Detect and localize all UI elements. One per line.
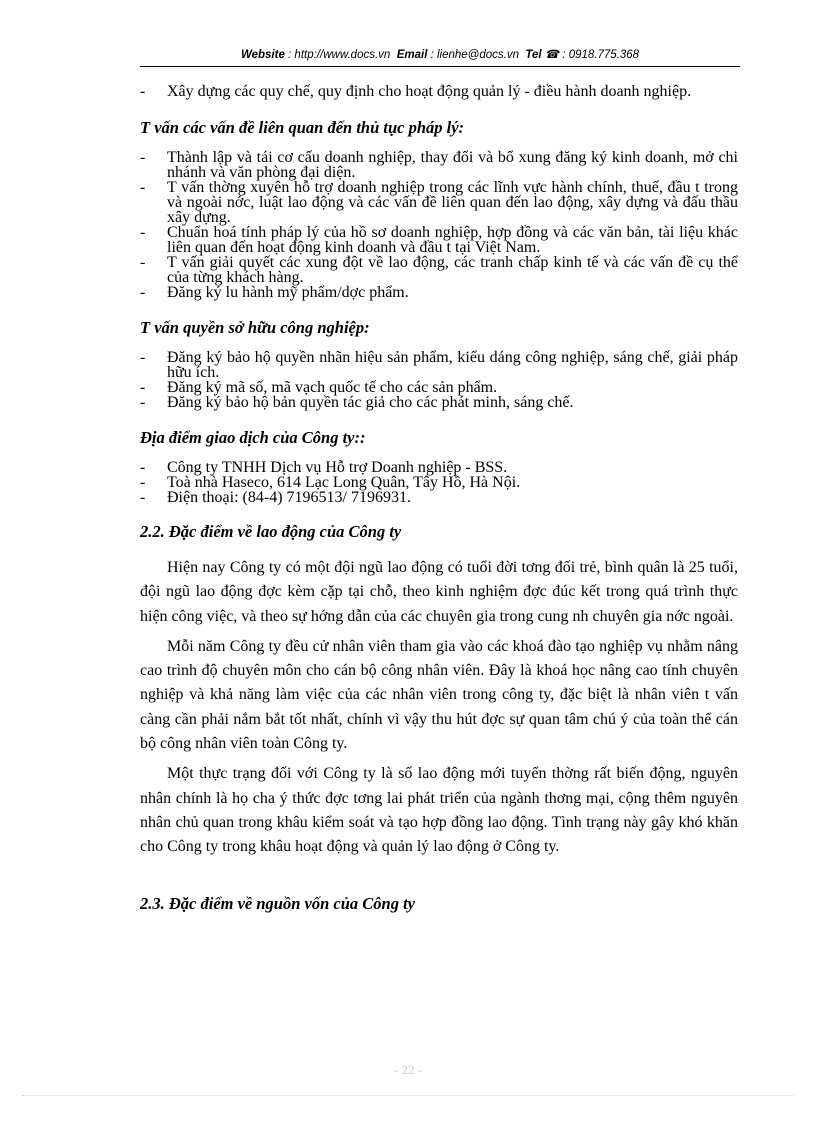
section-23-heading: 2.3. Đặc điểm về nguồn vốn của Công ty bbox=[140, 893, 415, 913]
location-heading: Địa điểm giao dịch của Công ty:: bbox=[140, 428, 366, 447]
page-header bbox=[140, 47, 740, 65]
header-divider bbox=[140, 66, 740, 67]
list-item: - Điện thoại: (84-4) 7196513/ 7196931. bbox=[140, 490, 738, 505]
list-item: - Đăng ký bảo hộ quyền nhãn hiệu sản phẩm, kiểu dáng công nghiệp, sáng chế, giải pháp hữu ích. bbox=[140, 350, 738, 380]
list-item: - Xây dựng các quy chế, quy định cho hoạt động quản lý - điều hành doanh nghiệp. bbox=[140, 84, 738, 99]
list-item: - Chuẩn hoá tính pháp lý của hồ sơ doanh nghiệp, hợp đồng và các văn bản, tài liệu khác liên quan đến hoạt động kinh doanh và đầu t tại Việt Nam. bbox=[140, 225, 738, 255]
footer-divider bbox=[22, 1095, 794, 1096]
website-url: : http://www.docs.vn bbox=[288, 49, 391, 61]
page-number: - 22 - bbox=[393, 1062, 423, 1077]
section-22-paragraph-3: Một thực trạng đối với Công ty là số lao động mới tuyển thờng rất biến động, nguyên nhân chính là họ cha ý thức đợc tơng lai phát triển của ngành thơng mại, cộng thêm nguyên nhân chủ quan trong khâu kiểm soát và tạo hợp đồng lao động. Tình trạng này gây khó khăn cho Công ty trong khâu hoạt động và quản lý lao động ở Công ty. bbox=[140, 765, 738, 856]
ip-list bbox=[140, 350, 738, 410]
list-item: - Công ty TNHH Dịch vụ Hỗ trợ Doanh nghiệp - BSS. bbox=[140, 460, 738, 475]
website-label: Website bbox=[240, 49, 285, 61]
section-22-heading: 2.2. Đặc điểm về lao động của Công ty bbox=[140, 522, 402, 541]
email-address: : lienhe@docs.vn bbox=[430, 49, 519, 61]
legal-heading: T vấn các vấn đề liên quan đến thủ tục pháp lý: bbox=[140, 118, 465, 137]
location-list bbox=[140, 460, 738, 505]
list-item: - Toà nhà Haseco, 614 Lạc Long Quân, Tây Hồ, Hà Nội. bbox=[140, 475, 738, 490]
ip-heading: T vấn quyền sở hữu công nghiệp: bbox=[140, 318, 370, 337]
section-22-paragraph-1: Hiện nay Công ty có một đội ngũ lao động có tuổi đời tơng đối trẻ, bình quân là 25 tuổi, đội ngũ lao động đợc kèm cặp tại chỗ, theo kinh nghiệm đợc đúc kết trong quá trình thực hiện công việc, và theo sự hớng dẫn của các chuyên gia trong cung nh chuyên gia nớc ngoài. bbox=[140, 559, 738, 625]
list-item: - T vấn thờng xuyên hỗ trợ doanh nghiệp trong các lĩnh vực hành chính, thuế, đầu t trong và ngoài nớc, luật lao động và các vấn đề liên quan đến lao động, xây dựng và đấu thầu xây dựng. bbox=[140, 180, 738, 225]
section-22-paragraph-2: Mỗi năm Công ty đều cử nhân viên tham gia vào các khoá đào tạo nghiệp vụ nhằm nâng cao trình độ chuyên môn cho cán bộ công nhân viên. Đây là khoá học nâng cao tính chuyên nghiệp và khả năng làm việc của các nhân viên trong công ty, đặc biệt là nhân viên t vấn càng cần phải nắm bắt tốt nhất, chính vì vậy thu hút đợc sự quan tâm chú ý của toàn thể cán bộ công nhân viên toàn Công ty. bbox=[140, 637, 738, 753]
list-item: - Đăng ký lu hành mỹ phẩm/dợc phẩm. bbox=[140, 285, 738, 300]
page-content bbox=[140, 84, 738, 914]
list-item: - Đăng ký bảo hộ bản quyền tác giả cho các phát minh, sáng chế. bbox=[140, 395, 738, 410]
list-item: - Thành lập và tái cơ cấu doanh nghiệp, thay đổi và bổ xung đăng ký kinh doanh, mở chi nhánh và văn phòng đại diện. bbox=[140, 150, 738, 180]
legal-list bbox=[140, 150, 738, 300]
tel-label: Tel bbox=[525, 49, 542, 61]
email-label: Email bbox=[396, 49, 428, 61]
list-item: - T vấn giải quyết các xung đột về lao động, các tranh chấp kinh tế và các vấn đề cụ thể của từng khách hàng. bbox=[140, 255, 738, 285]
tel-number: ☎ : 0918.775.368 bbox=[544, 49, 640, 61]
intro-list bbox=[140, 84, 738, 99]
list-item: - Đăng ký mã số, mã vạch quốc tế cho các sản phẩm. bbox=[140, 380, 738, 395]
